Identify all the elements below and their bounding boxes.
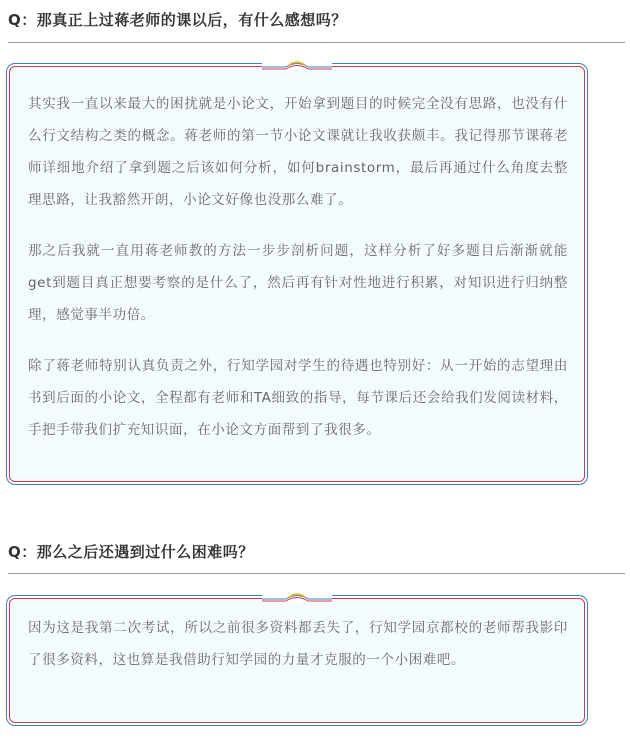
ribbon-ornament-icon: [262, 593, 332, 603]
answer-paragraph: 那之后我就一直用蒋老师教的方法一步步剖析问题，这样分析了好多题目后渐渐就能get到题目真正想要考察的是什么了，然后再有针对性地进行积累，对知识进行归纳整理，感觉事半功倍。: [28, 243, 568, 323]
answer-card-2: [9, 598, 585, 723]
answer-paragraph: 因为这是我第二次考试，所以之前很多资料都丢失了，行知学园京都校的老师帮我影印了很多资料，这也算是我借助行知学园的力量才克服的一个小困难吧。: [28, 620, 568, 668]
answer-card-1: [9, 66, 585, 482]
answer-paragraph: 其实我一直以来最大的困扰就是小论文，开始拿到题目的时候完全没有思路，也没有什么行文结构之类的概念。蒋老师的第一节小论文课就让我收获颇丰。我记得那节课蒋老师详细地介绍了拿到题之后该如何分析，如何brainstorm，最后再通过什么角度去整理思路，让我豁然开朗，小论文好像也没那么难了。: [28, 96, 568, 208]
answer-paragraph: 除了蒋老师特别认真负责之外，行知学园对学生的待遇也特别好：从一开始的志望理由书到后面的小论文，全程都有老师和TA细致的指导，每节课后还会给我们发阅读材料，手把手带我们扩充知识面，在小论文方面帮到了我很多。: [28, 358, 568, 438]
ribbon-ornament-icon: [262, 61, 332, 71]
heading-divider-1: [8, 42, 625, 43]
heading-divider-2: [8, 573, 625, 574]
question-heading-1: Q：那真正上过蒋老师的课以后，有什么感想吗？: [8, 11, 347, 29]
question-heading-2: Q：那么之后还遇到过什么困难吗？: [8, 543, 254, 561]
